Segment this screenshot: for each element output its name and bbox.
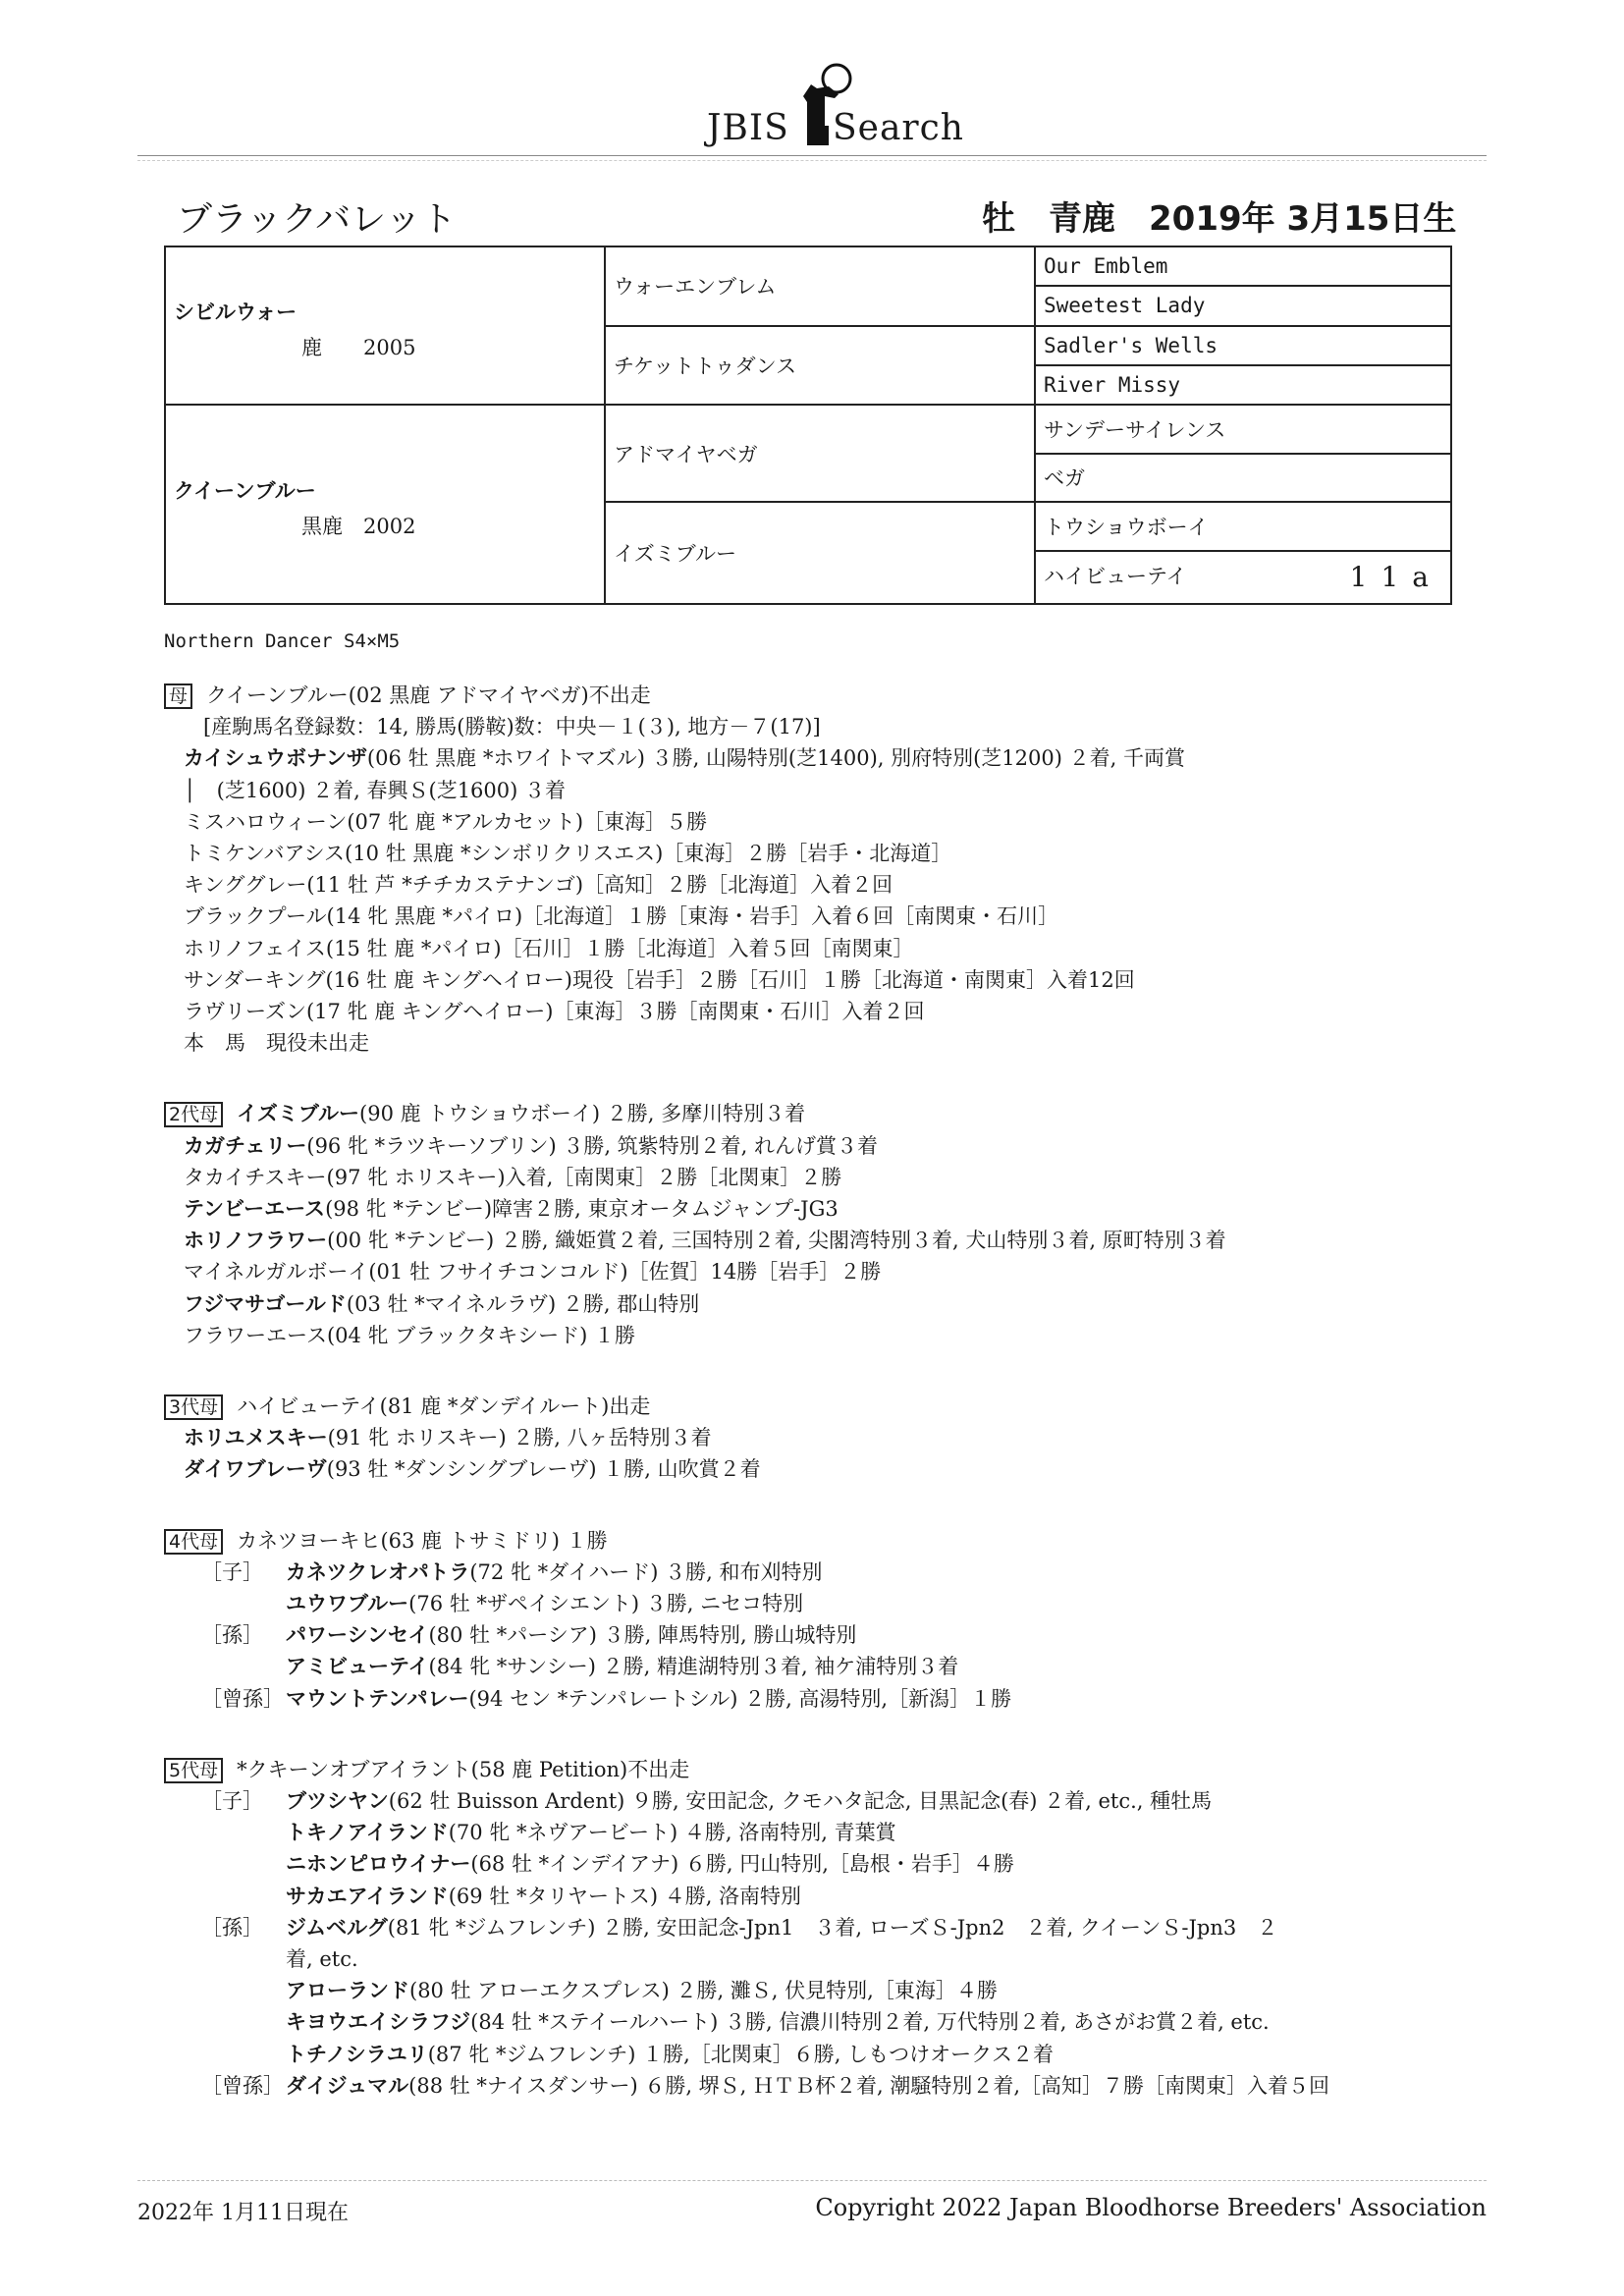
horse-name-bold: ユウワブルー bbox=[286, 1592, 409, 1615]
family-line bbox=[201, 1684, 1011, 1714]
family-line bbox=[184, 1454, 761, 1484]
family-line bbox=[201, 1620, 856, 1650]
jbis-search-logo bbox=[707, 57, 962, 155]
horse-record-text: (80 牡 アローエクスプレス) ２勝, 灘Ｓ, 伏見特別,［東海］４勝 bbox=[409, 1979, 998, 2003]
relation-label: ［子］ bbox=[201, 1559, 263, 1584]
relation-label: ［孫］ bbox=[201, 1623, 263, 1648]
horse-record-text: (00 牝 *テンビー) ２勝, 織姫賞２着, 三国特別２着, 尖閣湾特別３着, 犬山特別３着, 原町特別３着 bbox=[327, 1229, 1226, 1253]
pedigree-g3-cell: サンデーサイレンス bbox=[1035, 405, 1451, 454]
horse-name-bold: キヨウエイシラフジ bbox=[286, 2010, 471, 2035]
section-header-line bbox=[164, 1099, 805, 1128]
dam-name: クイーンブルー bbox=[174, 478, 316, 503]
pedigree-g3-name: ハイビューテイ bbox=[1044, 565, 1187, 589]
horse-name: ブラックバレット bbox=[177, 199, 457, 240]
horse-name-bold: フジマサゴールド bbox=[184, 1291, 347, 1316]
footer-date: 2022年 1月11日現在 bbox=[137, 2201, 349, 2225]
section-header-line bbox=[164, 1526, 608, 1556]
pedigree-g3-cell: Our Emblem bbox=[1035, 246, 1451, 286]
family-line bbox=[201, 1652, 958, 1681]
horse-record-text: (68 牡 *インデイアナ) ６勝, 円山特別,［島根・岩手］４勝 bbox=[470, 1852, 1014, 1877]
horse-record-text: (84 牡 *ステイールハート) ３勝, 信濃川特別２着, 万代特別２着, あさがお賞２着, etc. bbox=[470, 2010, 1270, 2035]
relation-label: ［子］ bbox=[201, 1789, 263, 1813]
family-line bbox=[184, 902, 1058, 931]
family-line bbox=[184, 807, 707, 837]
pedigree-g2-cell: アドマイヤベガ bbox=[605, 405, 1035, 502]
horse-record-text: クイーンブルー(02 黒鹿 アドマイヤベガ)不出走 bbox=[206, 683, 651, 707]
relation-label: ［曾孫］ bbox=[201, 2073, 284, 2098]
family-line bbox=[201, 1849, 1014, 1879]
family-line bbox=[201, 1589, 803, 1618]
pedigree-g3-cell: トウショウボーイ bbox=[1035, 502, 1451, 551]
family-line bbox=[184, 1226, 1226, 1255]
family-line bbox=[184, 1131, 878, 1161]
horse-name-bold: アミビューテイ bbox=[286, 1655, 429, 1679]
generation-tag: 4代母 bbox=[164, 1529, 223, 1555]
horse-name-bold: カガチェリー bbox=[184, 1133, 307, 1158]
family-line bbox=[184, 743, 1185, 773]
horse-name-bold: ホリユメスキー bbox=[184, 1426, 328, 1450]
generation-tag: 母 bbox=[164, 683, 192, 709]
horse-record-text: カネツヨーキヒ(63 鹿 トサミドリ) １勝 bbox=[237, 1528, 608, 1553]
relation-label: ［曾孫］ bbox=[201, 1686, 284, 1711]
horse-name-bold: ホリノフラワー bbox=[184, 1229, 328, 1253]
horse-record-text: (90 鹿 トウショウボーイ) ２勝, 多摩川特別３着 bbox=[359, 1102, 806, 1126]
logo-left-text: JBIS bbox=[707, 108, 789, 148]
family-line bbox=[201, 1913, 1277, 1942]
family-line bbox=[184, 1257, 881, 1286]
horse-record-text: フラワーエース(04 牝 ブラックタキシード) １勝 bbox=[184, 1323, 636, 1347]
horse-record-text: (91 牝 ホリスキー) ２勝, 八ヶ岳特別３着 bbox=[327, 1426, 712, 1450]
family-line bbox=[184, 1289, 699, 1319]
pedigree-g3-cell bbox=[1035, 551, 1451, 604]
horse-record-text: (84 牝 *サンシー) ２勝, 精進湖特別３着, 袖ケ浦特別３着 bbox=[428, 1655, 959, 1679]
horse-record-text: (80 牡 *パーシア) ３勝, 陣馬特別, 勝山城特別 bbox=[428, 1623, 857, 1648]
horse-record-text: (70 牝 *ネヴアービート) ４勝, 洛南特別, 青葉賞 bbox=[448, 1821, 896, 1845]
sire-color-year: 鹿 2005 bbox=[301, 335, 416, 359]
pedigree-table bbox=[164, 246, 1452, 605]
family-line bbox=[184, 1321, 635, 1350]
section-header-line bbox=[164, 1392, 650, 1421]
horse-name-bold: ニホンピロウイナー bbox=[286, 1852, 471, 1877]
family-line bbox=[184, 1028, 369, 1058]
horse-record-text: ホリノフェイス(15 牡 鹿 *パイロ)［石川］１勝［北海道］入着５回［南関東］ bbox=[184, 936, 914, 960]
horse-name-bold: ジムベルグ bbox=[286, 1915, 388, 1940]
horse-record-text: (62 牡 Buisson Ardent) ９勝, 安田記念, クモハタ記念, 目黒記念(春) ２着, etc., 種牡馬 bbox=[388, 1789, 1213, 1813]
sire-name: シビルウォー bbox=[174, 300, 298, 324]
horse-record-text: 本 馬 現役未出走 bbox=[184, 1031, 369, 1056]
horse-name-bold: マウントテンパレー bbox=[286, 1686, 469, 1711]
footer-rule bbox=[137, 2180, 1487, 2181]
horse-name-bold: テンビーエース bbox=[184, 1197, 326, 1221]
dam-color-year: 黒鹿 2002 bbox=[301, 514, 416, 538]
pedigree-g3-cell: Sadler's Wells bbox=[1035, 326, 1451, 365]
horse-name-bold: パワーシンセイ bbox=[286, 1623, 429, 1648]
family-code: 11a bbox=[1349, 561, 1442, 594]
family-line bbox=[184, 1194, 839, 1224]
family-line bbox=[184, 870, 893, 900]
horse-name-bold: ブツシヤン bbox=[286, 1789, 389, 1813]
horse-record-text: (88 牡 *ナイスダンサー) ６勝, 堺Ｓ, ＨＴＢ杯２着, 潮騒特別２着,［高知］７勝［南関東］入着５回 bbox=[408, 2073, 1330, 2098]
horse-record-text: (03 牡 *マイネルラヴ) ２勝, 郡山特別 bbox=[346, 1291, 700, 1316]
horse-name-bold: トチノシラユリ bbox=[286, 2042, 428, 2066]
pedigree-g2-cell: ウォーエンブレム bbox=[605, 246, 1035, 326]
horse-name-bold: サカエアイランド bbox=[286, 1884, 449, 1908]
horse-record-text: ハイビューテイ(81 鹿 *ダンデイルート)出走 bbox=[237, 1394, 651, 1418]
horse-record-text: (76 牡 *ザペイシエント) ３勝, ニセコ特別 bbox=[408, 1592, 804, 1615]
horse-record-text: マイネルガルボーイ(01 牡 フサイチコンコルド)［佐賀］14勝［岩手］２勝 bbox=[184, 1260, 882, 1285]
generation-tag: 5代母 bbox=[164, 1758, 223, 1783]
horse-record-text: (72 牝 *ダイハード) ３勝, 和布刈特別 bbox=[469, 1559, 823, 1584]
horse-name-bold: イズミブルー bbox=[237, 1102, 360, 1126]
horse-record-text: (94 セン *テンパレートシル) ２勝, 高湯特別,［新潟］１勝 bbox=[468, 1686, 1012, 1711]
family-line bbox=[201, 2071, 1329, 2101]
generation-tag: 2代母 bbox=[164, 1102, 223, 1127]
family-line bbox=[201, 1818, 896, 1847]
horse-record-text: (69 牡 *タリヤートス) ４勝, 洛南特別 bbox=[448, 1884, 802, 1908]
section-header-line bbox=[164, 1755, 689, 1784]
pedigree-g3-cell: ベガ bbox=[1035, 454, 1451, 503]
family-line bbox=[201, 1944, 358, 1974]
family-line bbox=[184, 776, 566, 805]
horse-name-bold: カイシュウボナンザ bbox=[184, 746, 367, 771]
horse-record-text: [産駒馬名登録数：14, 勝馬(勝鞍)数：中央－１(３), 地方－７(17)] bbox=[203, 715, 821, 739]
horse-record-text: トミケンバアシス(10 牡 黒鹿 *シンボリクリスエス)［東海］２勝［岩手・北海道］ bbox=[184, 842, 952, 865]
relation-label: ［孫］ bbox=[201, 1915, 263, 1940]
family-line bbox=[201, 1558, 822, 1587]
section-header-line bbox=[164, 681, 651, 710]
family-line bbox=[201, 1882, 801, 1911]
horse-record-text: (93 牡 *ダンシングブレーヴ) １勝, 山吹賞２着 bbox=[326, 1457, 761, 1482]
family-line bbox=[201, 1976, 998, 2005]
header-rule-dashed bbox=[137, 160, 1487, 161]
inbreeding-note: Northern Dancer S4×M5 bbox=[164, 630, 401, 652]
family-line bbox=[201, 2040, 1054, 2069]
horse-record-text: │ (芝1600) ２着, 春興Ｓ(芝1600) ３着 bbox=[184, 778, 567, 802]
horse-record-text: ブラックプール(14 牝 黒鹿 *パイロ)［北海道］１勝［東海・岩手］入着６回［南関東・石川］ bbox=[184, 904, 1059, 929]
horse-name-bold: トキノアイランド bbox=[286, 1821, 449, 1845]
family-line bbox=[184, 997, 924, 1026]
horse-info: 牡 青鹿 2019年 3月15日生 bbox=[982, 199, 1457, 239]
horse-record-text: *クキーンオブアイラント(58 鹿 Petition)不出走 bbox=[237, 1757, 690, 1781]
family-line bbox=[201, 1786, 1212, 1816]
horse-name-bold: アローランド bbox=[286, 1979, 409, 2003]
pedigree-dam-cell bbox=[165, 405, 605, 604]
family-line bbox=[184, 934, 914, 963]
pedigree-sire-cell bbox=[165, 246, 605, 405]
horse-record-text: キンググレー(11 牡 芦 *チチカステナンゴ)［高知］２勝［北海道］入着２回 bbox=[184, 873, 893, 898]
horse-record-text: タカイチスキー(97 牝 ホリスキー)入着,［南関東］２勝［北関東］２勝 bbox=[184, 1165, 842, 1189]
horse-record-text: (81 牝 *ジムフレンチ) ２勝, 安田記念-Jpn1 ３着, ローズＳ-Jpn2 ２着, クイーンＳ-Jpn3 ２ bbox=[387, 1915, 1278, 1940]
horse-name-bold: ダイジュマル bbox=[286, 2073, 409, 2098]
horse-record-text: サンダーキング(16 牡 鹿 キングヘイロー)現役［岩手］２勝［石川］１勝［北海道・南関東］入着12回 bbox=[184, 967, 1135, 992]
footer-copyright: Copyright 2022 Japan Bloodhorse Breeders' Association bbox=[815, 2194, 1487, 2221]
horse-record-text: (06 牡 黒鹿 *ホワイトマズル) ３勝, 山陽特別(芝1400), 別府特別(芝1200) ２着, 千両賞 bbox=[366, 746, 1185, 771]
horse-record-text: (87 牝 *ジムフレンチ) １勝,［北関東］６勝, しもつけオークス２着 bbox=[427, 2042, 1054, 2066]
family-line bbox=[184, 1423, 712, 1452]
family-line bbox=[201, 2007, 1270, 2037]
horse-record-text: 着, etc. bbox=[286, 1947, 358, 1971]
family-line bbox=[184, 839, 951, 868]
horse-record-text: ミスハロウィーン(07 牝 鹿 *アルカセット)［東海］５勝 bbox=[184, 809, 708, 834]
pedigree-g3-cell: Sweetest Lady bbox=[1035, 286, 1451, 325]
generation-tag: 3代母 bbox=[164, 1394, 223, 1420]
pedigree-g3-cell: River Missy bbox=[1035, 365, 1451, 405]
family-line bbox=[203, 712, 821, 741]
pedigree-g2-cell: イズミブルー bbox=[605, 502, 1035, 604]
horse-record-text: (96 牝 *ラツキーソブリン) ３勝, 筑紫特別２着, れんげ賞３着 bbox=[306, 1133, 879, 1158]
pedigree-g2-cell: チケットトゥダンス bbox=[605, 326, 1035, 406]
family-line bbox=[184, 1163, 841, 1192]
horse-record-text: ラヴリーズン(17 牝 鹿 キングヘイロー)［東海］３勝［南関東・石川］入着２回 bbox=[184, 1000, 925, 1023]
horse-record-text: (98 牝 *テンビー)障害２勝, 東京オータムジャンプ-JG3 bbox=[325, 1197, 839, 1221]
header-rule bbox=[137, 155, 1487, 156]
horse-name-bold: ダイワブレーヴ bbox=[184, 1457, 327, 1482]
horse-name-bold: カネツクレオパトラ bbox=[286, 1559, 470, 1584]
family-line bbox=[184, 965, 1135, 995]
logo-right-text: Search bbox=[833, 108, 964, 148]
